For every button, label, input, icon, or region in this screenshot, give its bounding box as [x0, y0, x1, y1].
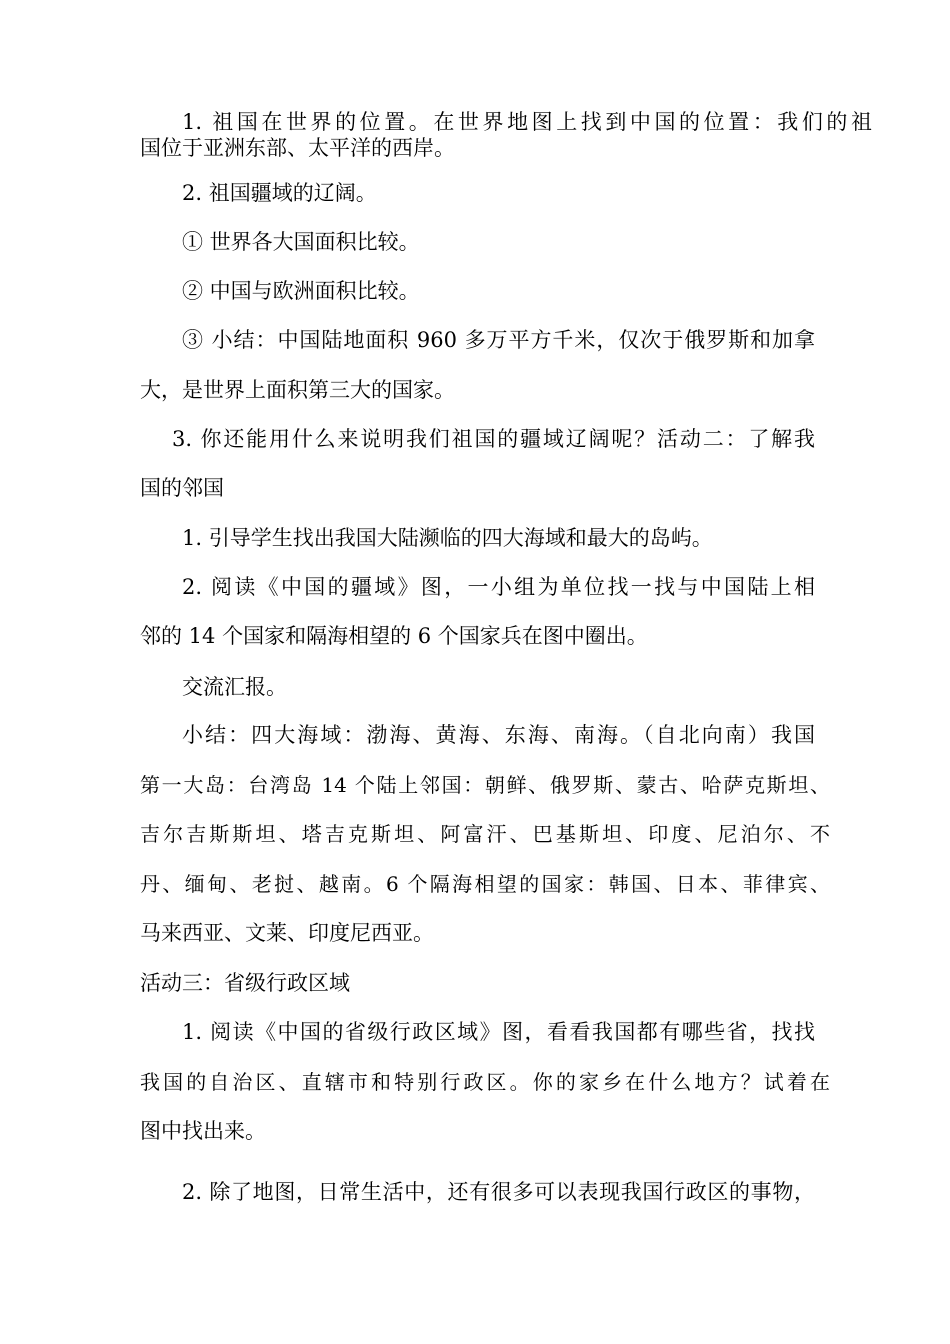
paragraph-line: 图中找出来。 — [140, 1119, 266, 1143]
paragraph-line: 马来西亚、文莱、印度尼西亚。 — [140, 921, 434, 945]
paragraph-line: 1. 祖国在世界的位置。在世界地图上找到中国的位置：我们的祖 — [182, 110, 872, 134]
paragraph-line: 3. 你还能用什么来说明我们祖国的疆域辽阔呢？活动二：了解我 — [172, 427, 815, 451]
paragraph-line: ③ 小结：中国陆地面积 960 多万平方千米，仅次于俄罗斯和加拿 — [182, 328, 815, 352]
paragraph-line: 2. 阅读《中国的疆域》图，一小组为单位找一找与中国陆上相 — [182, 575, 815, 599]
paragraph-line: 1. 阅读《中国的省级行政区域》图，看看我国都有哪些省，找找 — [182, 1020, 815, 1044]
paragraph-line: ② 中国与欧洲面积比较。 — [182, 279, 420, 303]
paragraph-line: 丹、缅甸、老挝、越南。6 个隔海相望的国家：韩国、日本、菲律宾、 — [140, 872, 830, 896]
paragraph-line: 交流汇报。 — [182, 675, 287, 699]
paragraph-line: 我国的自治区、直辖市和特别行政区。你的家乡在什么地方？试着在 — [140, 1070, 830, 1094]
paragraph-line: 2. 除了地图，日常生活中，还有很多可以表现我国行政区的事物， — [182, 1180, 815, 1204]
paragraph-line: 小结：四大海域：渤海、黄海、东海、南海。（自北向南）我国 — [182, 723, 815, 747]
paragraph-line: 国位于亚洲东部、太平洋的西岸。 — [140, 136, 455, 160]
paragraph-line: 国的邻国 — [140, 476, 224, 500]
paragraph-line: 1. 引导学生找出我国大陆濒临的四大海域和最大的岛屿。 — [182, 526, 713, 550]
paragraph-line: 吉尔吉斯斯坦、塔吉克斯坦、阿富汗、巴基斯坦、印度、尼泊尔、不 — [140, 822, 830, 846]
section-heading: 活动三：省级行政区域 — [140, 971, 350, 995]
paragraph-line: 邻的 14 个国家和隔海相望的 6 个国家兵在图中圈出。 — [140, 624, 648, 648]
paragraph-line: 2. 祖国疆域的辽阔。 — [182, 181, 377, 205]
paragraph-line: 第一大岛：台湾岛 14 个陆上邻国：朝鲜、俄罗斯、蒙古、哈萨克斯坦、 — [140, 773, 830, 797]
paragraph-line: 大，是世界上面积第三大的国家。 — [140, 378, 455, 402]
paragraph-line: ① 世界各大国面积比较。 — [182, 230, 420, 254]
